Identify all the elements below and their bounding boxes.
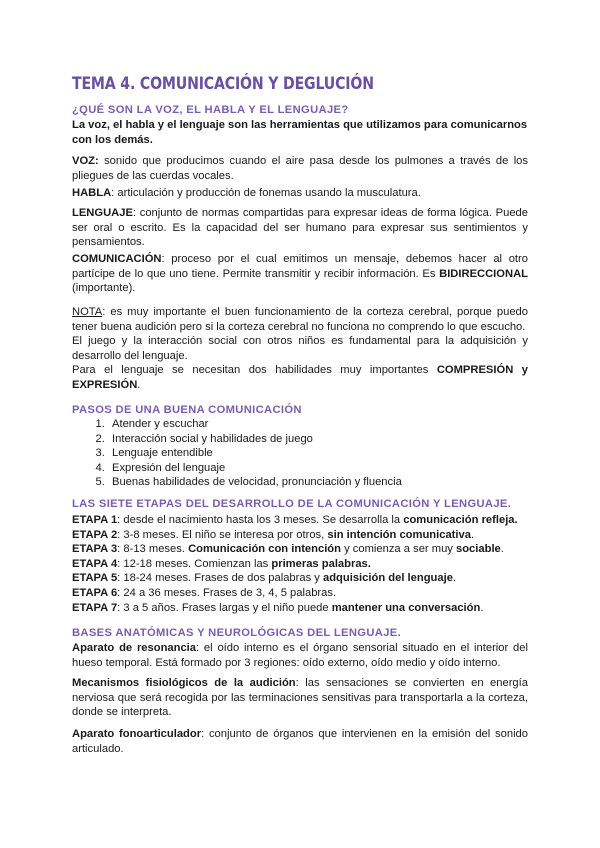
nota-text: : es muy importante el buen funcionamiento de la corteza cerebral, porque puedo tener buena audición pero si la corteza cerebral no funciona no comprendo lo que escucho. [72, 306, 528, 333]
etapa-highlight: adquisición del lenguaje [323, 572, 453, 585]
document-title: TEMA 4. COMUNICACIÓN Y DEGLUCIÓN [72, 74, 374, 94]
fonoarticulador-text: : conjunto de órganos que intervienen en la emisión del sonido articulado. [72, 728, 528, 755]
section-heading-voz-habla-lenguaje: ¿QUÉ SON LA VOZ, EL HABLA Y EL LENGUAJE? [72, 104, 349, 116]
section-heading-bases: BASES ANATÓMICAS Y NEUROLÓGICAS DEL LENGUAJE. [72, 627, 402, 639]
list-item: 3. Lenguaje entendible [108, 446, 548, 461]
voz-term: VOZ: [72, 155, 99, 167]
etapa-label: ETAPA 2 [72, 528, 118, 541]
etapa-row [72, 557, 528, 572]
habilidades-end: . [137, 378, 141, 391]
list-item: 2. Interacción social y habilidades de juego [108, 432, 548, 447]
list-item: 4. Expresión del lenguaje [108, 461, 548, 476]
etapa-text: : 3 a 5 años. Frases largas y el niño puede [117, 601, 332, 614]
etapa-label: ETAPA 5 [72, 572, 118, 585]
etapa-tail: y comienza a ser muy [340, 543, 456, 556]
pasos-list [72, 417, 548, 490]
habla-text: : articulación y producción de fonemas usando la musculatura. [111, 187, 421, 199]
juego-paragraph: El juego y la interacción social con otros niños es fundamental para la adquisición y desarrollo del lenguaje. [72, 335, 528, 362]
etapas-list [72, 513, 528, 615]
mecanismos-paragraph [72, 676, 528, 720]
etapa-label: ETAPA 1 [72, 514, 118, 526]
habilidades-text: Para el lenguaje se necesitan dos habilidades muy importantes [72, 364, 437, 376]
lenguaje-text: : conjunto de normas compartidas para expresar ideas de forma lógica. Puede ser oral o escrito. Es la capacidad del ser humano para expresar sus sentimientos y pensamientos. [72, 207, 528, 249]
voz-text: sonido que producimos cuando el aire pasa desde los pulmones a través de los pliegues de las cuerdas vocales. [72, 155, 528, 182]
etapa-highlight: mantener una conversación [331, 601, 481, 614]
lenguaje-term: LENGUAJE [72, 207, 133, 219]
intro-paragraph: La voz, el habla y el lenguaje son las herramientas que utilizamos para comunicarnos con los demás. [72, 119, 528, 146]
section-heading-pasos: PASOS DE UNA BUENA COMUNICACIÓN [72, 404, 302, 416]
bidireccional-term: BIDIRECCIONAL [439, 267, 528, 280]
etapa-tail-2: . [500, 543, 504, 556]
nota-paragraph [72, 305, 528, 334]
etapa-text: : 18-24 meses. Frases de dos palabras y [117, 572, 323, 585]
etapa-text: : 24 a 36 meses. Frases de 3, 4, 5 palabras. [117, 586, 337, 599]
etapa-text: : desde el nacimiento hasta los 3 meses. Se desarrolla la [117, 514, 404, 526]
etapa-row [72, 542, 528, 557]
etapa-row [72, 601, 528, 616]
etapa-highlight: comunicación refleja. [403, 514, 518, 526]
comunicacion-definition [72, 252, 528, 296]
fonoarticulador-term: Aparato fonoarticulador [72, 728, 202, 740]
nota-label: NOTA [72, 306, 103, 318]
habilidades-paragraph [72, 363, 528, 392]
list-item: 1. Atender y escuchar [108, 417, 548, 432]
voz-definition [72, 154, 528, 183]
importante-text: (importante). [72, 282, 136, 295]
mecanismos-text: : las sensaciones se convierten en energía nerviosa que será recogida por las terminaciones sensitivas para transportarla a la corteza, donde se interpreta. [72, 677, 528, 719]
resonancia-term: Aparato de resonancia [72, 642, 197, 654]
etapa-row [72, 586, 528, 601]
section-heading-etapas: LAS SIETE ETAPAS DEL DESARROLLO DE LA COMUNICACIÓN Y LENGUAJE. [72, 498, 512, 510]
etapa-highlight: primeras palabras. [271, 557, 371, 570]
etapa-tail: . [452, 572, 457, 585]
resonancia-paragraph [72, 641, 528, 670]
etapa-row [72, 528, 528, 543]
etapa-highlight: sin intención comunicativa [327, 528, 471, 541]
etapa-tail: . [470, 528, 475, 541]
etapa-tail: . [480, 601, 484, 614]
compresion-expresion-term: COMPRESIÓN y EXPRESIÓN [72, 364, 528, 391]
etapa-label: ETAPA 6 [72, 586, 118, 599]
etapa-row [72, 513, 528, 528]
habla-term: HABLA [72, 187, 112, 199]
lenguaje-definition [72, 206, 528, 250]
etapa-row [72, 571, 528, 586]
etapa-text: : 8-13 meses. [117, 543, 189, 556]
habla-definition [72, 186, 528, 201]
mecanismos-term: Mecanismos fisiológicos de la audición [72, 677, 296, 689]
comunicacion-text: : proceso por el cual emitimos un mensaje, debemos hacer al otro partícipe de lo que uno tiene. Permite transmitir y recibir información. Es [72, 253, 528, 280]
etapa-text: : 3-8 meses. El niño se interesa por otros, [117, 528, 328, 541]
etapa-highlight: Comunicación con intención [188, 543, 341, 556]
list-item: 5. Buenas habilidades de velocidad, pronunciación y fluencia [108, 475, 548, 490]
resonancia-text: : el oído interno es el órgano sensorial situado en el interior del hueso temporal. Está formado por 3 regiones: oído externo, oído medio y oído interno. [72, 642, 528, 669]
etapa-label: ETAPA 7 [72, 601, 118, 614]
fonoarticulador-paragraph [72, 727, 528, 756]
etapa-label: ETAPA 3 [72, 543, 118, 556]
etapa-label: ETAPA 4 [72, 557, 118, 570]
comunicacion-term: COMUNICACIÓN [72, 253, 162, 265]
etapa-highlight-2: sociable [456, 543, 501, 556]
etapa-text: : 12-18 meses. Comienzan las [117, 557, 272, 570]
